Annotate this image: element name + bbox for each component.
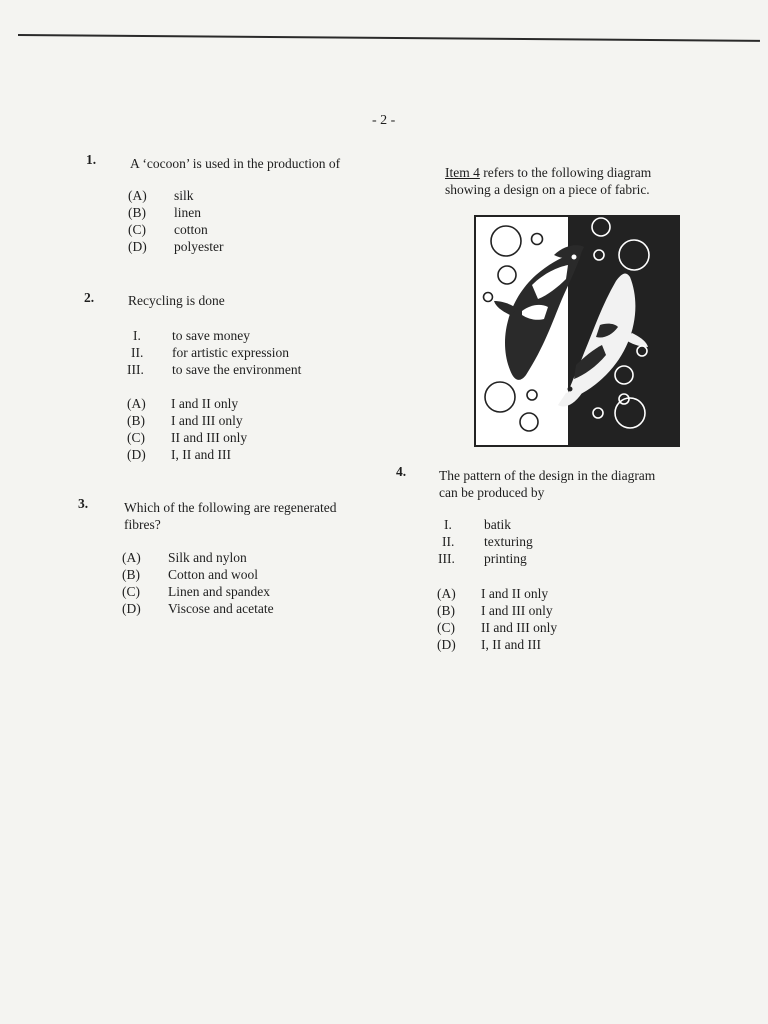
option-row (437, 585, 697, 602)
statement-text: to save the environment (172, 362, 302, 377)
option-text: cotton (174, 222, 208, 237)
statement-row (438, 533, 698, 550)
statement-label: III. (127, 362, 144, 377)
option-text: I and II only (481, 586, 549, 601)
question-3-options (122, 549, 382, 617)
statement-label: III. (438, 551, 455, 566)
option-label: (D) (128, 239, 147, 254)
option-text: Linen and spandex (168, 584, 270, 599)
stem-line: fibres? (124, 517, 161, 532)
question-2-options (127, 395, 387, 463)
item-4-intro (445, 164, 735, 198)
option-row (122, 583, 382, 600)
option-label: (B) (122, 567, 140, 582)
item-4-reference: Item 4 (445, 165, 480, 180)
koi-fish-fabric-design-icon (474, 215, 680, 447)
statement-text: batik (484, 517, 511, 532)
option-label: (A) (127, 396, 146, 411)
option-label: (A) (122, 550, 141, 565)
option-text: Cotton and wool (168, 567, 258, 582)
statement-text: texturing (484, 534, 533, 549)
option-label: (D) (122, 601, 141, 616)
option-row (128, 187, 368, 204)
option-label: (C) (122, 584, 140, 599)
option-row (122, 549, 382, 566)
question-2-statements (127, 327, 387, 378)
option-row (128, 238, 368, 255)
option-text: I, II and III (171, 447, 231, 462)
option-label: (C) (128, 222, 146, 237)
option-row (127, 395, 387, 412)
page-number: - 2 - (372, 113, 396, 128)
option-label: (A) (128, 188, 147, 203)
option-row (437, 602, 697, 619)
option-label: (B) (127, 413, 145, 428)
option-text: polyester (174, 239, 224, 254)
option-row (122, 566, 382, 583)
option-label: (D) (127, 447, 146, 462)
question-2-number: 2. (84, 290, 95, 305)
option-text: II and III only (171, 430, 248, 445)
question-3-number: 3. (78, 496, 89, 511)
option-row (437, 636, 697, 653)
header-rule (18, 34, 760, 42)
question-3-stem (124, 499, 424, 533)
statement-text: for artistic expression (172, 345, 289, 360)
intro-line (445, 164, 735, 181)
statement-row (127, 344, 387, 361)
statement-label: I. (133, 328, 141, 343)
option-row (127, 429, 387, 446)
statement-row (127, 361, 387, 378)
stem-line: Which of the following are regenerated (124, 500, 337, 515)
option-text: Viscose and acetate (168, 601, 274, 616)
question-4-stem (439, 467, 739, 501)
statement-label: II. (131, 345, 144, 360)
intro-line: showing a design on a piece of fabric. (445, 182, 650, 197)
question-1-number: 1. (86, 152, 97, 167)
option-row (127, 446, 387, 463)
option-text: I and II only (171, 396, 239, 411)
option-row (128, 204, 368, 221)
question-1-options (128, 187, 368, 255)
option-label: (D) (437, 637, 456, 652)
question-4-options (437, 585, 697, 653)
question-1-stem: A ‘cocoon’ is used in the production of (130, 156, 341, 171)
option-row (128, 221, 368, 238)
question-4-number: 4. (396, 464, 407, 479)
option-text: I, II and III (481, 637, 541, 652)
statement-text: printing (484, 551, 527, 566)
statement-label: I. (444, 517, 452, 532)
option-row (437, 619, 697, 636)
option-row (122, 600, 382, 617)
statement-text: to save money (172, 328, 250, 343)
option-label: (C) (127, 430, 145, 445)
option-text: silk (174, 188, 194, 203)
statement-label: II. (442, 534, 455, 549)
intro-text: refers to the following diagram (479, 165, 652, 180)
option-label: (C) (437, 620, 455, 635)
stem-line: can be produced by (439, 485, 545, 500)
question-2-stem: Recycling is done (128, 293, 225, 308)
statement-row (438, 550, 698, 567)
option-label: (B) (128, 205, 146, 220)
option-text: Silk and nylon (168, 550, 247, 565)
option-label: (B) (437, 603, 455, 618)
statement-row (127, 327, 387, 344)
option-text: II and III only (481, 620, 558, 635)
option-text: I and III only (481, 603, 553, 618)
option-label: (A) (437, 586, 456, 601)
option-text: I and III only (171, 413, 243, 428)
statement-row (438, 516, 698, 533)
option-text: linen (174, 205, 201, 220)
question-4-statements (438, 516, 698, 567)
stem-line: The pattern of the design in the diagram (439, 468, 656, 483)
option-row (127, 412, 387, 429)
